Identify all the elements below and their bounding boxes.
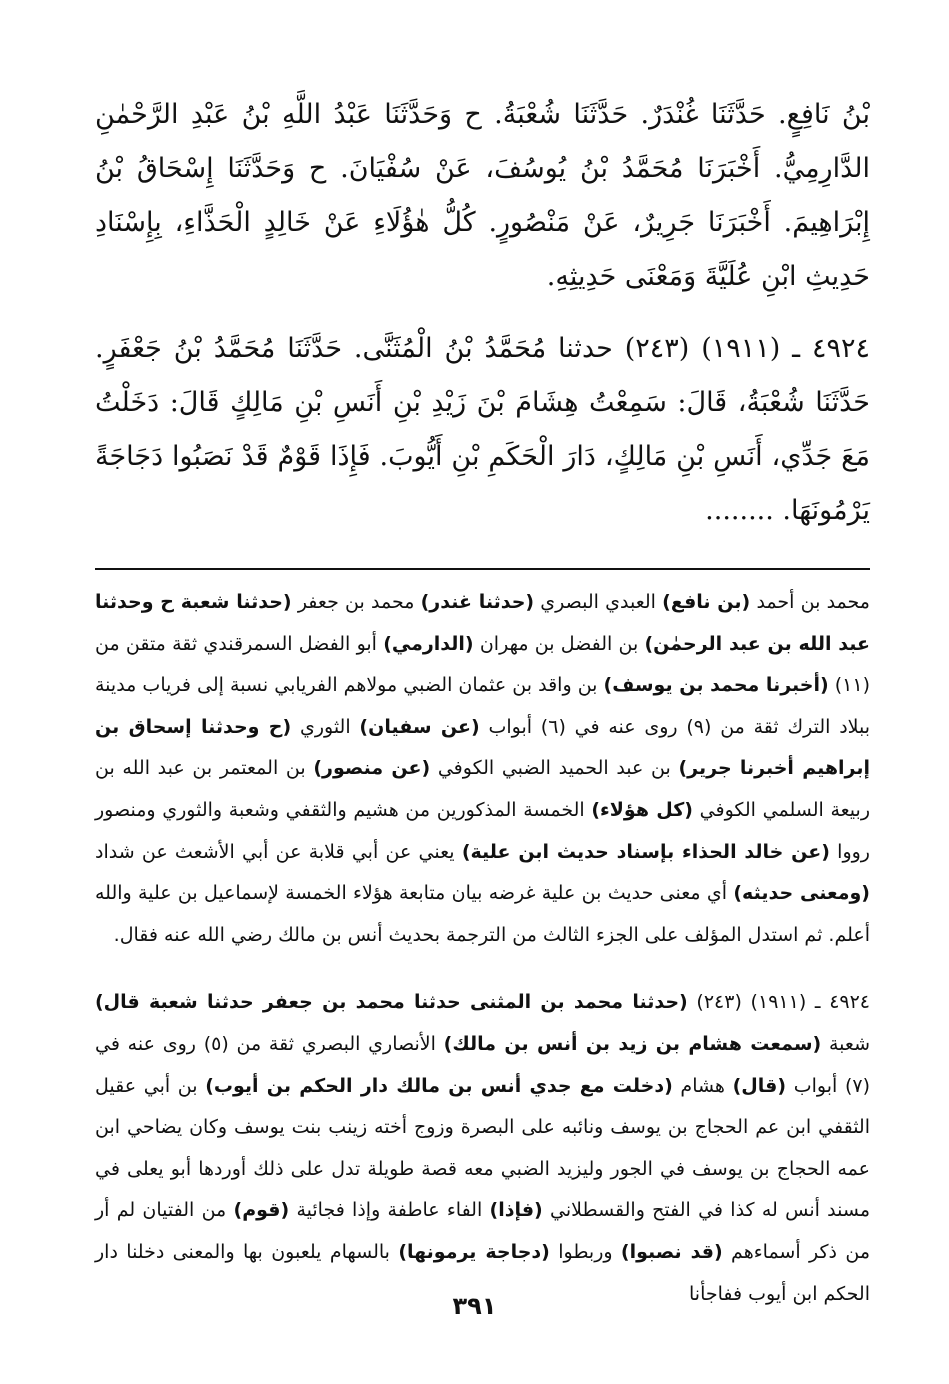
page-number: ٣٩١ xyxy=(452,1292,497,1320)
quoted-hadith-text: (بن نافع) xyxy=(662,591,751,613)
quoted-hadith-text: (قال) xyxy=(732,1074,787,1097)
commentary-run: الثوري xyxy=(291,715,360,738)
quoted-hadith-text: (حدثنا غندر) xyxy=(420,591,535,613)
commentary-run: بن واقد بن عثمان الضبي مولاهم الفريابي نسبة إلى فرياب مدينة ببلاد الترك ثقة من (٩) روى عنه في (٦) أبواب xyxy=(95,674,871,738)
commentary-run: بن أبي عقيل الثقفي ابن عم الحجاج بن يوسف ونائبه على البصرة وزوج أخته زينب بنت يوسف وكان يضاحي ابن عمه الحجاج بن يوسف في الجور وليزيد الضبي معه قصة طويلة تدل على ذلك أوردها أبو يعلى في مسند أنس له كذا في الفتح والقسطلاني xyxy=(95,1074,871,1222)
quoted-hadith-text: (عن خالد الحذاء بإسناد حديث ابن علية) xyxy=(461,840,830,863)
commentary-run: بن المعتمر بن عبد الله بن ربيعة السلمي الكوفي xyxy=(95,757,871,821)
quoted-hadith-text: (حدثنا محمد بن المثنى حدثنا محمد بن جعفر حدثنا شعبة قال) xyxy=(95,991,688,1014)
commentary-run: ٤٩٢٤ ـ (١٩١١) (٢٤٣) xyxy=(687,991,871,1014)
commentary-run: محمد بن جعفر xyxy=(291,591,421,613)
quoted-hadith-text: (عن سفيان) xyxy=(359,715,480,738)
quoted-hadith-text: (دخلت مع جدي أنس بن مالك دار الحكم بن أيوب) xyxy=(205,1074,673,1097)
quoted-hadith-text: (فإذا) xyxy=(489,1199,543,1222)
quoted-hadith-text: (دجاجة يرمونها) xyxy=(398,1240,550,1263)
commentary-run: وربطوا xyxy=(549,1240,621,1263)
hadith-paragraph: بْنُ نَافِعٍ. حَدَّثَنَا غُنْدَرٌ. حَدَّثَنَا شُعْبَةُ. ح وَحَدَّثَنَا عَبْدُ اللَّهِ بْنُ عَبْدِ الرَّحْمٰنِ الدَّارِمِيُّ. أَخْبَرَنَا مُحَمَّدُ بْنُ يُوسُفَ، عَنْ سُفْيَانَ. ح وَحَدَّثَنَا إِسْحَاقُ بْنُ إِبْرَاهِيمَ. أَخْبَرَنَا جَرِيرٌ، عَنْ مَنْصُورٍ. كُلُّ هٰؤُلَاءِ عَنْ خَالِدٍ الْحَذَّاءِ، بِإِسْنَادِ حَدِيثِ ابْنِ عُلَيَّةَ وَمَعْنَى حَدِيثِهِ. xyxy=(95,99,870,292)
quoted-hadith-text: (ومعنى حديثه) xyxy=(733,882,870,905)
commentary-run: هشام xyxy=(672,1074,733,1097)
commentary-run: بالسهام يلعبون بها والمعنى دخلنا دار الحكم ابن أيوب ففاجأنا xyxy=(95,1240,870,1305)
page-content xyxy=(95,88,870,1315)
quoted-hadith-text: (قوم) xyxy=(233,1199,290,1222)
quoted-hadith-text: (قد نصبوا) xyxy=(620,1240,723,1263)
commentary-run: شعبة xyxy=(821,1032,870,1055)
commentary-run: محمد بن أحمد xyxy=(750,591,870,613)
commentary-paragraph xyxy=(95,982,870,1315)
quoted-hadith-text: (عن منصور) xyxy=(313,757,431,780)
commentary-run: الأنصاري البصري ثقة من (٥) روى عنه في (٧) أبواب xyxy=(95,1032,870,1097)
hadith-text xyxy=(95,88,870,538)
commentary-run: بن الفضل بن مهران xyxy=(473,632,645,655)
quoted-hadith-text: (الدارمي) xyxy=(383,632,474,655)
quoted-hadith-text: (حدثنا شعبة ح وحدثنا عبد الله بن عبد الرحمٰن) xyxy=(95,591,870,655)
commentary-run: أي معنى حديث بن علية غرضه بيان متابعة هؤلاء الخمسة لإسماعيل بن علية والله أعلم. ثم استدل المؤلف على الجزء الثالث من الترجمة بحديث أنس بن مالك رضي الله عنه فقال. xyxy=(95,882,870,946)
commentary-run: الخمسة المذكورين من هشيم والثقفي وشعبة والثوري ومنصور رووا xyxy=(95,798,870,863)
quoted-hadith-text: (أخبرنا محمد بن يوسف) xyxy=(603,674,829,697)
commentary-text xyxy=(95,582,870,1315)
commentary-run: أبو الفضل السمرقندي ثقة متقن من (١١) xyxy=(95,632,871,697)
commentary-paragraph xyxy=(95,582,870,956)
quoted-hadith-text: (كل هؤلاء) xyxy=(591,798,693,821)
quoted-hadith-text: (سمعت هشام بن زيد بن أنس بن مالك) xyxy=(443,1032,822,1055)
commentary-run: الفاء عاطفة وإذا فجائية xyxy=(289,1199,490,1222)
footnote-divider xyxy=(95,568,870,570)
commentary-run: العبدي البصري xyxy=(534,591,663,613)
commentary-run: بن عبد الحميد الضبي الكوفي xyxy=(430,757,679,780)
hadith-paragraph: ٤٩٢٤ ـ (١٩١١) (٢٤٣) حدثنا مُحَمَّدُ بْنُ الْمُثَنَّى. حَدَّثَنَا مُحَمَّدُ بْنُ جَعْفَرٍ. حَدَّثَنَا شُعْبَةُ، قَالَ: سَمِعْتُ هِشَامَ بْنَ زَيْدِ بْنِ أَنَسِ بْنِ مَالِكٍ قَالَ: دَخَلْتُ مَعَ جَدِّي، أَنَسِ بْنِ مَالِكٍ، دَارَ الْحَكَمِ بْنِ أَيُّوبَ. فَإِذَا قَوْمٌ قَدْ نَصَبُوا دَجَاجَةً يَرْمُونَهَا. ........ xyxy=(95,333,870,526)
commentary-run: من الفتيان لم أر من ذكر أسماءهم xyxy=(95,1199,870,1263)
commentary-run: يعني عن أبي قلابة عن أبي الأشعث عن شداد xyxy=(95,840,462,863)
quoted-hadith-text: (ح وحدثنا إسحاق بن إبراهيم أخبرنا جرير) xyxy=(95,715,871,780)
